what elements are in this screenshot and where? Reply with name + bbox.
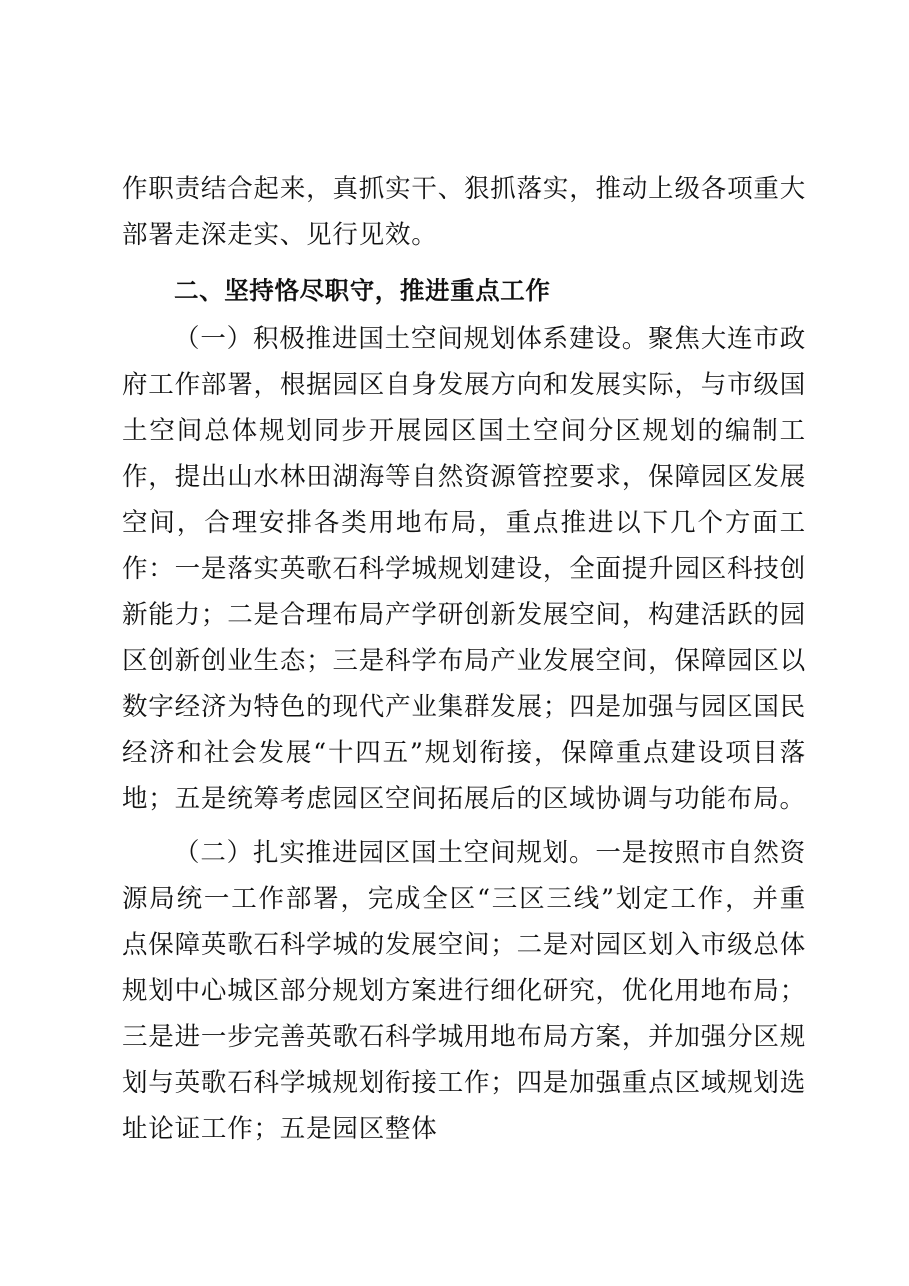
paragraph-spacer <box>122 822 806 830</box>
document-body <box>122 166 806 1152</box>
paragraph-spacer <box>122 258 806 266</box>
section-heading: 二、坚持恪尽职守，推进重点工作 <box>174 276 551 305</box>
paragraph-planning-system: （一）积极推进国土空间规划体系建设。聚焦大连市政府工作部署，根据园区自身发展方向和发展实际，与市级国土空间总体规划同步开展园区国土空间分区规划的编制工作，提出山水林田湖海等自然资源管控要求，保障园区发展空间，合理安排各类用地布局，重点推进以下几个方面工作：一是落实英歌石科学城规划建设，全面提升园区科技创新能力；二是合理布局产学研创新发展空间，构建活跃的园区创新创业生态；三是科学布局产业发展空间，保障园区以数字经济为特色的现代产业集群发展；四是加强与园区国民经济和社会发展“十四五”规划衔接，保障重点建设项目落地；五是统筹考虑园区空间拓展后的区域协调与功能布局。 <box>122 324 806 814</box>
paragraph-continuation: 作职责结合起来，真抓实干、狠抓落实，推动上级各项重大部署走深走实、见行见效。 <box>122 174 806 250</box>
paragraph-park-planning: （二）扎实推进园区国土空间规划。一是按照市自然资源局统一工作部署，完成全区“三区三线”划定工作，并重点保障英歌石科学城的发展空间；二是对园区划入市级总体规划中心城区部分规划方案进行细化研究，优化用地布局；三是进一步完善英歌石科学城用地布局方案，并加强分区规划与英歌石科学城规划衔接工作；四是加强重点区域规划选址论证工作；五是园区整体 <box>122 838 806 1144</box>
